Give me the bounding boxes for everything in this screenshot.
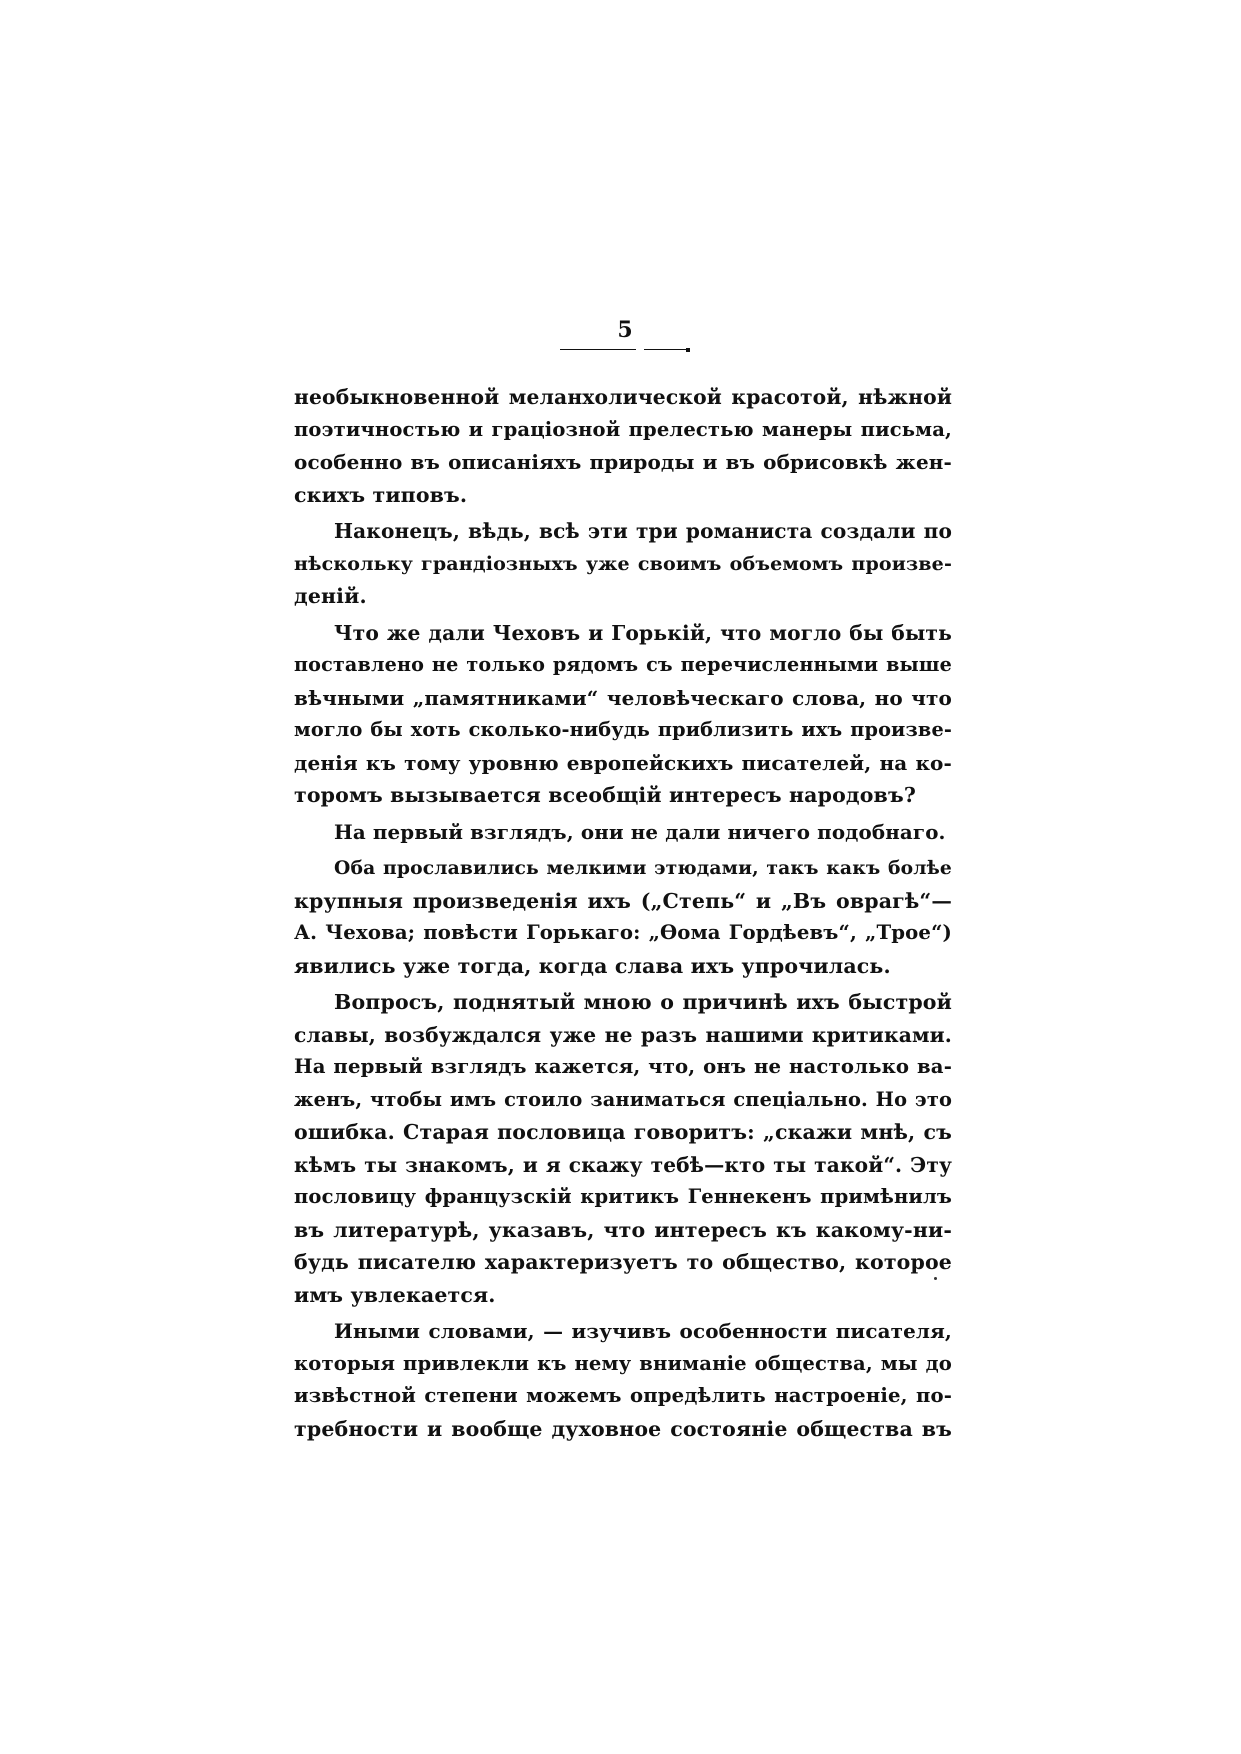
text-line: денія къ тому уровню европейскихъ писателей, на ко-	[294, 750, 952, 775]
header-rule-dot	[686, 348, 690, 352]
text-line: нѣскольку грандіозныхъ уже своимъ объемомъ произве-	[294, 552, 952, 575]
text-line: Иными словами, — изучивъ особенности писателя,	[334, 1319, 952, 1343]
text-line: Оба прославились мелкими этюдами, такъ какъ болѣе	[334, 857, 952, 879]
text-line: поэтичностью и граціозной прелестью манеры письма,	[294, 417, 952, 441]
header-rule-gap	[636, 347, 644, 352]
text-line: которыя привлекли къ нему вниманіе общества, мы до	[294, 1351, 952, 1375]
text-line: На первый взглядъ, они не дали ничего подобнаго.	[334, 819, 946, 844]
text-line: поставлено не только рядомъ съ перечисленными выше	[294, 653, 952, 676]
text-line: въ литературѣ, указавъ, что интересъ къ какому-ни-	[294, 1217, 952, 1242]
text-line: ошибка. Старая пословица говоритъ: „скажи мнѣ, съ	[294, 1120, 952, 1144]
text-line: кѣмъ ты знакомъ, и я скажу тебѣ—кто ты такой“. Эту	[294, 1152, 952, 1177]
text-line: Что же дали Чеховъ и Горькій, что могло бы быть	[334, 620, 952, 645]
paragraph	[294, 515, 952, 613]
paragraph	[294, 1315, 952, 1445]
paragraph	[294, 852, 952, 982]
paragraph	[294, 816, 952, 849]
text-line: пословицу французскій критикъ Геннекенъ примѣнилъ	[294, 1185, 952, 1208]
text-line: торомъ вызывается всеобщій интересъ народовъ?	[294, 783, 916, 807]
header-rule	[560, 349, 686, 350]
body-text	[294, 381, 952, 1445]
page-number: 5	[617, 317, 633, 343]
text-line: Вопросъ, поднятый мною о причинѣ ихъ быстрой	[334, 990, 952, 1014]
text-line: вѣчными „памятниками“ человѣческаго слова, но что	[294, 685, 952, 710]
text-line: особенно въ описаніяхъ природы и въ обрисовкѣ жен-	[294, 450, 952, 474]
text-line: А. Чехова; повѣсти Горькаго: „Ѳома Гордѣевъ“, „Трое“)	[294, 921, 952, 944]
page-number-header	[560, 318, 690, 352]
text-line: необыкновенной меланхолической красотой, нѣжной	[294, 385, 952, 409]
paragraph	[294, 381, 952, 511]
text-line: извѣстной степени можемъ опредѣлить настроеніе, по-	[294, 1384, 952, 1407]
paragraph	[294, 617, 952, 812]
text-line: будь писателю характеризуетъ то общество, которое	[294, 1250, 952, 1274]
paragraph	[294, 986, 952, 1311]
text-line: явились уже тогда, когда слава ихъ упрочилась.	[294, 953, 891, 978]
text-line: На первый взглядъ кажется, что, онъ не настолько ва-	[294, 1055, 952, 1078]
text-line: деній.	[294, 584, 367, 608]
text-line: женъ, чтобы имъ стоило заниматься спеціально. Но это	[294, 1087, 952, 1111]
text-line: славы, возбуждался уже не разъ нашими критиками.	[294, 1022, 952, 1047]
text-line: имъ увлекается.	[294, 1282, 496, 1307]
ink-speck	[934, 1277, 937, 1280]
text-line: крупныя произведенія ихъ („Степь“ и „Въ оврагѣ“—	[294, 888, 952, 913]
text-line: могло бы хоть сколько-нибудь приблизить ихъ произве-	[294, 718, 952, 741]
text-line: Наконецъ, вѣдь, всѣ эти три романиста создали по	[334, 519, 952, 543]
text-line: требности и вообще духовное состояніе общества въ	[294, 1416, 952, 1441]
text-line: скихъ типовъ.	[294, 482, 468, 507]
